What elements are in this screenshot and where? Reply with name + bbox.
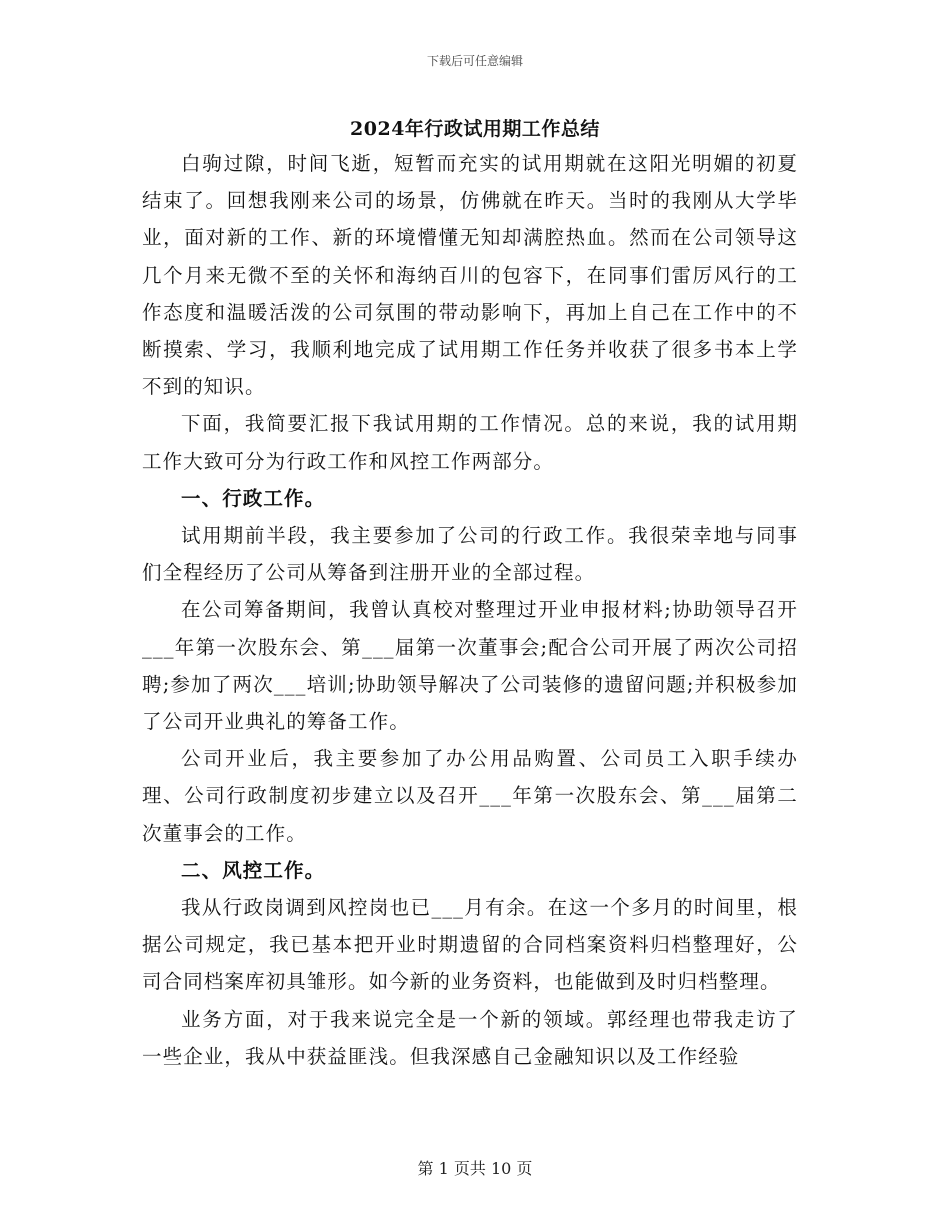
paragraph-risk-1: 我从行政岗调到风控岗也已___月有余。在这一个多月的时间里，根据公司规定，我已基本把开业时期遗留的合同档案资料归档整理好，公司合同档案库初具雏形。如今新的业务资料，也能做到及时归档整理。 (142, 896, 798, 994)
section-heading-admin: 一、行政工作。 (181, 486, 326, 510)
header-note: 下载后可任意编辑 (426, 54, 523, 68)
paragraph-risk-2: 业务方面，对于我来说完全是一个新的领域。郭经理也带我走访了一些企业，我从中获益匪浅。但我深感自己金融知识以及工作经验 (142, 1007, 798, 1068)
paragraph-admin-2: 在公司筹备期间，我曾认真校对整理过开业申报材料;协助领导召开___年第一次股东会、第___届第一次董事会;配合公司开展了两次公司招聘;参加了两次___培训;协助领导解决了公司装修的遗留问题;并积极参加了公司开业典礼的筹备工作。 (142, 598, 798, 734)
paragraph-admin-1: 试用期前半段，我主要参加了公司的行政工作。我很荣幸地与同事们全程经历了公司从筹备到注册开业的全部过程。 (142, 524, 798, 585)
page-number: 第 1 页共 10 页 (417, 1159, 533, 1178)
document-title: 2024年行政试用期工作总结 (350, 118, 600, 140)
paragraph-overview: 下面，我简要汇报下我试用期的工作情况。总的来说，我的试用期工作大致可分为行政工作和风控工作两部分。 (142, 412, 798, 473)
paragraph-intro: 白驹过隙，时间飞逝，短暂而充实的试用期就在这阳光明媚的初夏结束了。回想我刚来公司的场景，仿佛就在昨天。当时的我刚从大学毕业，面对新的工作、新的环境懵懂无知却满腔热血。然而在公司领导这几个月来无微不至的关怀和海纳百川的包容下，在同事们雷厉风行的工作态度和温暖活泼的公司氛围的带动影响下，再加上自己在工作中的不断摸索、学习，我顺利地完成了试用期工作任务并收获了很多书本上学不到的知识。 (142, 152, 798, 399)
document-body (142, 145, 798, 1075)
section-heading-risk: 二、风控工作。 (181, 858, 326, 882)
paragraph-admin-3: 公司开业后，我主要参加了办公用品购置、公司员工入职手续办理、公司行政制度初步建立以及召开___年第一次股东会、第___届第二次董事会的工作。 (142, 747, 798, 845)
